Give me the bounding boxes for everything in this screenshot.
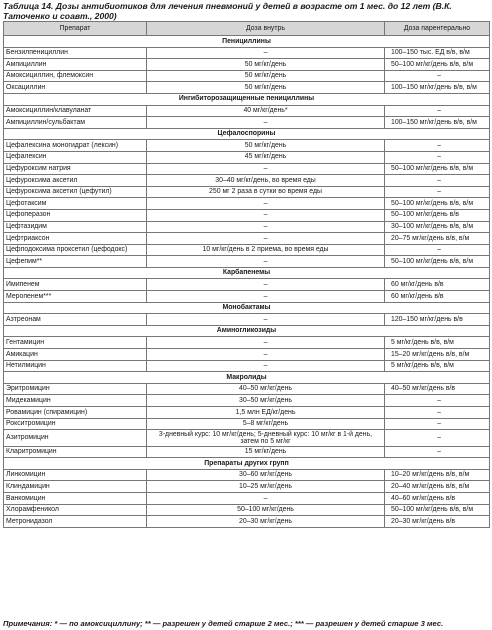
oral-dose-cell: 50 мг/кг/день (147, 82, 385, 94)
table-row (4, 163, 490, 175)
parenteral-dose-cell: 40–50 мг/кг/день в/в (385, 383, 490, 395)
oral-dose-cell: – (147, 360, 385, 372)
table-caption: Таблица 14. Дозы антибиотиков для лечения пневмоний у детей в возрасте от 1 мес. до 12 лет (В.К. Таточенко и соавт., 2000) (3, 1, 452, 21)
parenteral-dose-cell: 15–20 мг/кг/день в/в, в/м (385, 349, 490, 361)
table-row (4, 360, 490, 372)
oral-dose-cell: 1,5 млн ЕД/кг/день (147, 407, 385, 419)
parenteral-dose-cell: – (385, 244, 490, 256)
oral-dose-cell: – (147, 279, 385, 291)
parenteral-dose-cell: 100–150 мг/кг/день в/в, в/м (385, 82, 490, 94)
table-footnote: Примечания: * — по амоксициллину; ** — разрешен у детей старше 2 мес.; *** — разрешен у детей старше 3 мес. (3, 619, 444, 628)
drug-name-cell: Ванкомицин (4, 493, 147, 505)
oral-dose-cell: – (147, 233, 385, 245)
drug-name-cell: Нетилмицин (4, 360, 147, 372)
group-header-row (4, 302, 490, 314)
table-row (4, 469, 490, 481)
parenteral-dose-cell: 30–100 мг/кг/день в/в, в/м (385, 221, 490, 233)
drug-name-cell: Имипенем (4, 279, 147, 291)
drug-name-cell: Бензилпенициллин (4, 47, 147, 59)
oral-dose-cell: 20–30 мг/кг/день (147, 516, 385, 528)
group-title: Цефалоспорины (4, 128, 490, 140)
drug-name-cell: Цефтриаксон (4, 233, 147, 245)
oral-dose-cell: 40 мг/кг/день* (147, 105, 385, 117)
parenteral-dose-cell: – (385, 446, 490, 458)
drug-name-cell: Цефуроксим натрия (4, 163, 147, 175)
table-row (4, 175, 490, 187)
table-row (4, 256, 490, 268)
parenteral-dose-cell: 100–150 тыс. ЕД в/в, в/м (385, 47, 490, 59)
drug-name-cell: Ампициллин (4, 59, 147, 71)
parenteral-dose-cell: 50–100 мг/кг/день в/в, в/м (385, 59, 490, 71)
oral-dose-cell: – (147, 209, 385, 221)
oral-dose-cell: – (147, 198, 385, 210)
group-title: Препараты других групп (4, 458, 490, 470)
table-row (4, 446, 490, 458)
drug-name-cell: Ровамицин (спирамицин) (4, 407, 147, 419)
parenteral-dose-cell: 20–30 мг/кг/день в/в (385, 516, 490, 528)
group-title: Аминогликозиды (4, 325, 490, 337)
parenteral-dose-cell: 60 мг/кг/день в/в (385, 279, 490, 291)
drug-name-cell: Амикацин (4, 349, 147, 361)
table-row (4, 504, 490, 516)
oral-dose-cell: – (147, 256, 385, 268)
oral-dose-cell: 5–8 мг/кг/день (147, 418, 385, 430)
table-row (4, 481, 490, 493)
parenteral-dose-cell: 50–100 мг/кг/день в/в, в/м (385, 256, 490, 268)
parenteral-dose-cell: – (385, 186, 490, 198)
table-row (4, 279, 490, 291)
parenteral-dose-cell: 120–150 мг/кг/день в/в (385, 314, 490, 326)
oral-dose-cell: 10–25 мг/кг/день (147, 481, 385, 493)
table-row (4, 383, 490, 395)
drug-name-cell: Линкомицин (4, 469, 147, 481)
oral-dose-cell: 50 мг/кг/день (147, 140, 385, 152)
drug-name-cell: Цефалексина моногидрат (лексин) (4, 140, 147, 152)
oral-dose-cell: 50 мг/кг/день (147, 59, 385, 71)
oral-dose-cell: – (147, 493, 385, 505)
drug-name-cell: Цефепим** (4, 256, 147, 268)
oral-dose-cell: – (147, 349, 385, 361)
table-row (4, 407, 490, 419)
parenteral-dose-cell: – (385, 175, 490, 187)
table-row (4, 221, 490, 233)
oral-dose-cell: – (147, 117, 385, 129)
parenteral-dose-cell: – (385, 151, 490, 163)
drug-name-cell: Цефотаксим (4, 198, 147, 210)
oral-dose-cell: 50–100 мг/кг/день (147, 504, 385, 516)
table-row (4, 140, 490, 152)
parenteral-dose-cell: 60 мг/кг/день в/в (385, 291, 490, 303)
table-row (4, 82, 490, 94)
table-row (4, 314, 490, 326)
drug-name-cell: Гентамицин (4, 337, 147, 349)
drug-name-cell: Азтреонам (4, 314, 147, 326)
parenteral-dose-cell: 50–100 мг/кг/день в/в (385, 209, 490, 221)
group-title: Карбапенемы (4, 267, 490, 279)
drug-name-cell: Оксациллин (4, 82, 147, 94)
parenteral-dose-cell: – (385, 105, 490, 117)
oral-dose-cell: 250 мг 2 раза в сутки во время еды (147, 186, 385, 198)
table-row (4, 337, 490, 349)
table-row (4, 117, 490, 129)
oral-dose-cell: 45 мг/кг/день (147, 151, 385, 163)
parenteral-dose-cell: 50–100 мг/кг/день в/в, в/м (385, 504, 490, 516)
group-title: Ингибиторозащищенные пенициллины (4, 93, 490, 105)
table-row (4, 395, 490, 407)
table-row (4, 291, 490, 303)
oral-dose-cell: 50 мг/кг/день (147, 70, 385, 82)
drug-name-cell: Амоксициллин/клавуланат (4, 105, 147, 117)
oral-dose-cell: 30–50 мг/кг/день (147, 395, 385, 407)
table-row (4, 105, 490, 117)
parenteral-dose-cell: – (385, 140, 490, 152)
parenteral-dose-cell: 40–60 мг/кг/день в/в (385, 493, 490, 505)
group-title: Монобактамы (4, 302, 490, 314)
oral-dose-cell: – (147, 163, 385, 175)
group-header-row (4, 128, 490, 140)
table-row (4, 151, 490, 163)
oral-dose-cell: – (147, 337, 385, 349)
oral-dose-cell: 30–60 мг/кг/день (147, 469, 385, 481)
parenteral-dose-cell: 5 мг/кг/день в/в, в/м (385, 337, 490, 349)
drug-name-cell: Цефтазидим (4, 221, 147, 233)
oral-dose-cell: 40–50 мг/кг/день (147, 383, 385, 395)
group-header-row (4, 325, 490, 337)
drug-name-cell: Амоксициллин, флемоксин (4, 70, 147, 82)
drug-name-cell: Эритромицин (4, 383, 147, 395)
table-row (4, 59, 490, 71)
table-row (4, 47, 490, 59)
drug-name-cell: Хлорамфеникол (4, 504, 147, 516)
header-parenteral-dose: Доза парентерально (385, 22, 490, 36)
parenteral-dose-cell: 100–150 мг/кг/день в/в, в/м (385, 117, 490, 129)
table-row (4, 349, 490, 361)
oral-dose-cell: – (147, 47, 385, 59)
table-row (4, 418, 490, 430)
table-row (4, 186, 490, 198)
header-drug: Препарат (4, 22, 147, 36)
drug-name-cell: Рокситромицин (4, 418, 147, 430)
header-oral-dose: Доза внутрь (147, 22, 385, 36)
group-title: Макролиды (4, 372, 490, 384)
drug-name-cell: Цефподоксима проксетил (цефодокс) (4, 244, 147, 256)
oral-dose-cell: 30–40 мг/кг/день, во время еды (147, 175, 385, 187)
table-header-row (4, 22, 490, 36)
group-header-row (4, 372, 490, 384)
parenteral-dose-cell: 50–100 мг/кг/день в/в, в/м (385, 163, 490, 175)
parenteral-dose-cell: 20–40 мг/кг/день в/в, в/м (385, 481, 490, 493)
parenteral-dose-cell: – (385, 430, 490, 447)
table-row (4, 244, 490, 256)
oral-dose-cell: – (147, 291, 385, 303)
table-row (4, 233, 490, 245)
drug-name-cell: Клиндамицин (4, 481, 147, 493)
parenteral-dose-cell: – (385, 395, 490, 407)
parenteral-dose-cell: 10–20 мг/кг/день в/в, в/м (385, 469, 490, 481)
oral-dose-cell: – (147, 314, 385, 326)
parenteral-dose-cell: – (385, 70, 490, 82)
parenteral-dose-cell: 20–75 мг/кг/день в/в, в/м (385, 233, 490, 245)
table-row (4, 430, 490, 447)
drug-name-cell: Ампициллин/сульбактам (4, 117, 147, 129)
drug-name-cell: Азитромицин (4, 430, 147, 447)
group-header-row (4, 36, 490, 48)
drug-name-cell: Цефуроксима аксетил (цефутил) (4, 186, 147, 198)
drug-name-cell: Цефалексин (4, 151, 147, 163)
parenteral-dose-cell: – (385, 407, 490, 419)
drug-name-cell: Кларитромицин (4, 446, 147, 458)
table-row (4, 70, 490, 82)
group-header-row (4, 267, 490, 279)
drug-name-cell: Цефоперазон (4, 209, 147, 221)
drug-name-cell: Цефуроксима аксетил (4, 175, 147, 187)
group-header-row (4, 93, 490, 105)
table-row (4, 493, 490, 505)
parenteral-dose-cell: 50–100 мг/кг/день в/в, в/м (385, 198, 490, 210)
parenteral-dose-cell: 5 мг/кг/день в/в, в/м (385, 360, 490, 372)
drug-name-cell: Метронидазол (4, 516, 147, 528)
group-header-row (4, 458, 490, 470)
oral-dose-cell: 3-дневный курс: 10 мг/кг/день; 5-дневный курс: 10 мг/кг в 1-й день, затем по 5 мг/кг (147, 430, 385, 447)
table-row (4, 209, 490, 221)
table-row (4, 198, 490, 210)
drug-name-cell: Меропенем*** (4, 291, 147, 303)
table-body (4, 36, 490, 528)
oral-dose-cell: 10 мг/кг/день в 2 приема, во время еды (147, 244, 385, 256)
oral-dose-cell: 15 мг/кг/день (147, 446, 385, 458)
drug-name-cell: Мидекамицин (4, 395, 147, 407)
group-title: Пенициллины (4, 36, 490, 48)
table-row (4, 516, 490, 528)
antibiotic-dose-table (3, 21, 490, 528)
parenteral-dose-cell: – (385, 418, 490, 430)
oral-dose-cell: – (147, 221, 385, 233)
